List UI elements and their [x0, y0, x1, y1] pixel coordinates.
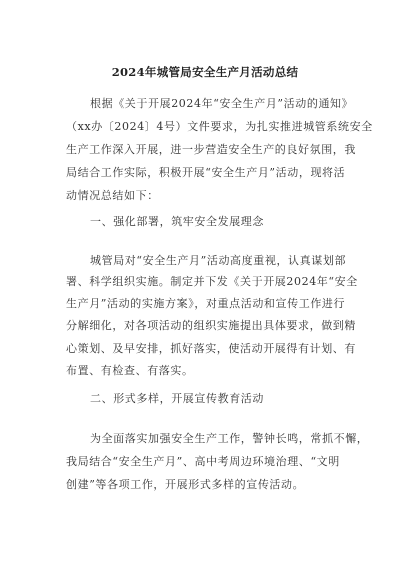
- paragraph-line: 我局结合“安全生产月”、高中考周边环境治理、“文明: [66, 455, 340, 468]
- paragraph-line: 局结合工作实际，积极开展“安全生产月”活动，现将活: [66, 166, 346, 179]
- paragraph-line: 布置、有检查、有落实。: [66, 364, 194, 377]
- paragraph-line: 署、科学组织实施。制定并下发《关于开展2024年“安全: [66, 275, 358, 288]
- paragraph-line: 创建”等各项工作，开展形式多样的宣传活动。: [66, 478, 305, 491]
- paragraph-line: 根据《关于开展2024年“安全生产月”活动的通知》: [90, 97, 354, 110]
- paragraph-line: 城管局对“安全生产月”活动高度重视，认真谋划部: [90, 254, 347, 267]
- document-title: 2024年城管局安全生产月活动总结: [111, 65, 299, 79]
- paragraph-line: 生产月”活动的实施方案》，对重点活动和宣传工作进行: [66, 297, 346, 310]
- section-heading: 二、形式多样，开展宣传教育活动: [90, 392, 264, 405]
- paragraph-line: 生产工作深入开展，进一步营造安全生产的良好氛围，我: [66, 143, 356, 156]
- paragraph-line: 动情况总结如下：: [66, 189, 159, 202]
- paragraph-line: 为全面落实加强安全生产工作，警钟长鸣，常抓不懈，: [90, 432, 369, 445]
- paragraph-line: 心策划、及早安排，抓好落实，使活动开展得有计划、有: [66, 342, 356, 355]
- paragraph-line: 分解细化，对各项活动的组织实施提出具体要求，做到精: [66, 319, 356, 332]
- section-heading: 一、强化部署，筑牢安全发展理念: [90, 215, 264, 228]
- paragraph-line: （xx办〔2024〕4号）文件要求，为扎实推进城管系统安全: [66, 120, 373, 133]
